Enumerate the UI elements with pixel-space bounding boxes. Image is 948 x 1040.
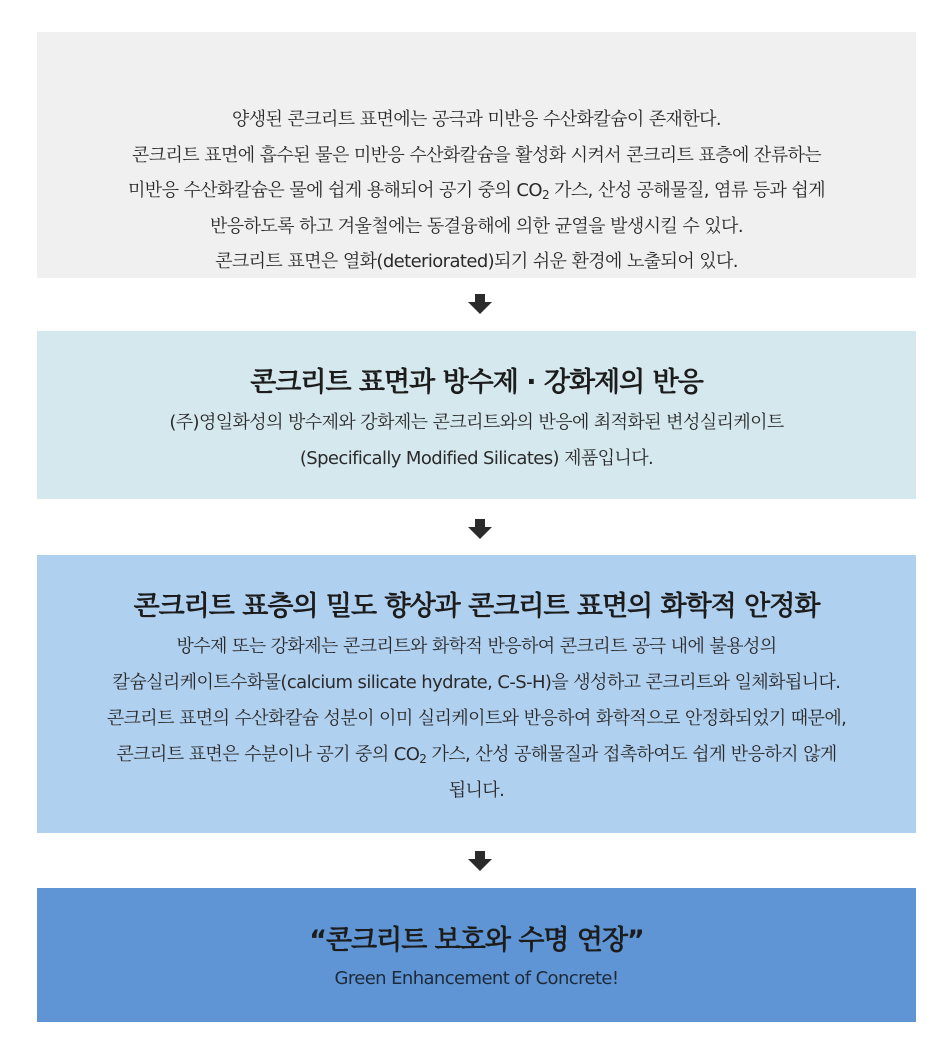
arrow-down-icon	[468, 519, 492, 539]
intro-line-2: 콘크리트 표면에 흡수된 물은 미반응 수산화칼슘을 활성화 시켜서 콘크리트 표층에 잔류하는	[131, 144, 822, 166]
intro-section	[37, 32, 916, 278]
density-line-5: 됩니다.	[448, 780, 505, 801]
density-line-1: 방수제 또는 강화제는 콘크리트와 화학적 반응하여 콘크리트 공극 내에 불용성의	[176, 636, 777, 657]
arrow-down-icon	[468, 851, 492, 871]
density-title: 콘크리트 표층의 밀도 향상과 콘크리트 표면의 화학적 안정화	[133, 591, 820, 622]
intro-line-5: 콘크리트 표면은 열화(deteriorated)되기 쉬운 환경에 노출되어 있다.	[215, 251, 738, 272]
density-line-3: 콘크리트 표면의 수산화칼슘 성분이 이미 실리케이트와 반응하여 화학적으로 안정화되었기 때문에,	[106, 708, 847, 729]
reaction-line-1: (주)영일화성의 방수제와 강화제는 콘크리트와의 반응에 최적화된 변성실리케이트	[169, 412, 784, 433]
reaction-title: 콘크리트 표면과 방수제 · 강화제의 반응	[250, 367, 703, 398]
reaction-section	[37, 331, 916, 499]
density-line-4: 콘크리트 표면은 수분이나 공기 중의 $CO_2$ 가스, 산성 공해물질과 접촉하여도 쉽게 반응하지 않게	[116, 744, 837, 766]
conclusion-subtitle: Green Enhancement of Concrete!	[334, 968, 619, 989]
conclusion-section	[37, 888, 916, 1022]
intro-line-1: 양생된 콘크리트 표면에는 공극과 미반응 수산화칼슘이 존재한다.	[231, 109, 722, 130]
arrow-down-icon	[468, 294, 492, 314]
intro-line-3: 미반응 수산화칼슘은 물에 쉽게 용해되어 공기 중의 $CO_2$ 가스, 산성 공해물질, 염류 등과 쉽게	[128, 180, 825, 202]
reaction-line-2: (Specifically Modified Silicates) 제품입니다.	[299, 448, 654, 469]
conclusion-title: “콘크리트 보호와 수명 연장”	[309, 925, 644, 956]
density-section	[37, 555, 916, 833]
intro-line-4: 반응하도록 하고 겨울철에는 동결융해에 의한 균열을 발생시킬 수 있다.	[210, 215, 743, 237]
density-line-2: 칼슘실리케이트수화물(calcium silicate hydrate, C-S-H)을 생성하고 콘크리트와 일체화됩니다.	[112, 672, 841, 693]
